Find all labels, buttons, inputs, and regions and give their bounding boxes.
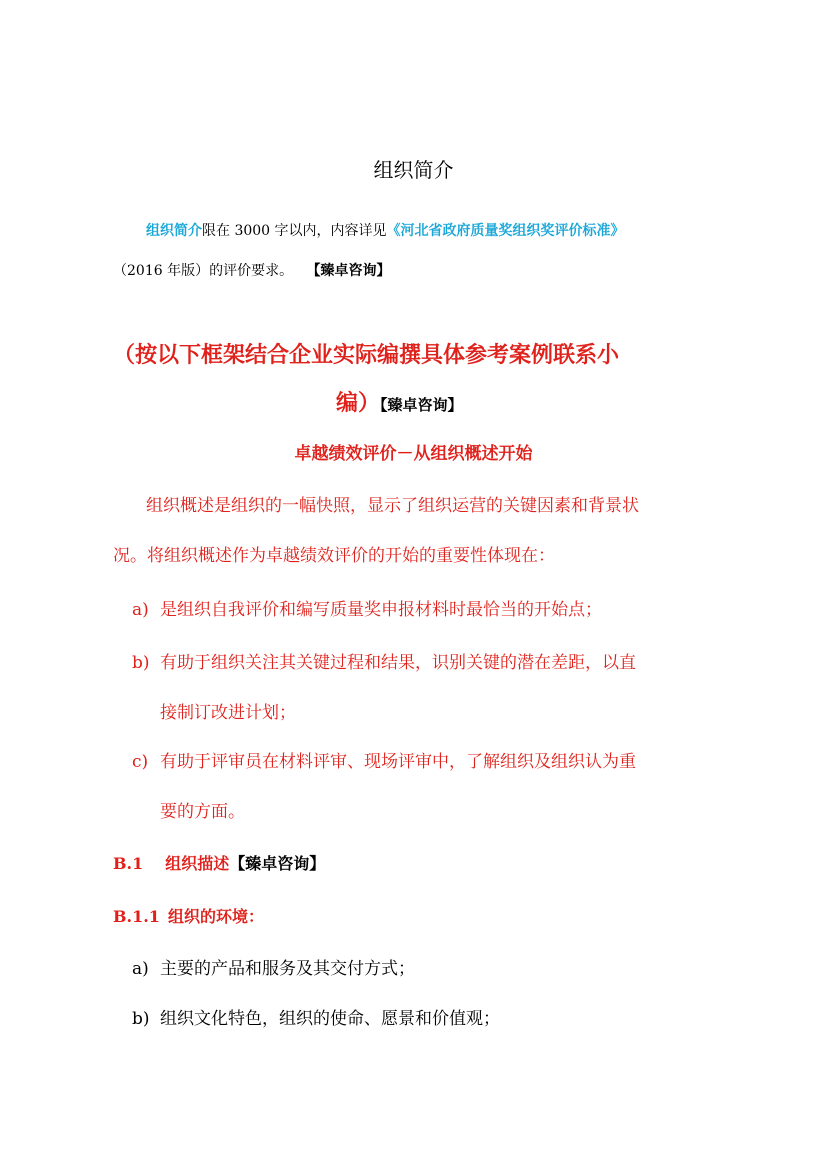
main-heading-line-2 bbox=[336, 388, 463, 421]
list-item bbox=[132, 957, 415, 981]
main-heading-tag: 【臻卓咨询】 bbox=[380, 396, 463, 414]
page-title: 组织简介 bbox=[373, 158, 454, 182]
list-item-label: c) bbox=[132, 752, 149, 772]
section-b1-number: B.1 bbox=[113, 854, 144, 873]
list-item-text: 是组织自我评价和编写质量奖申报材料时最恰当的开始点； bbox=[160, 600, 602, 620]
intro-line-1 bbox=[146, 221, 625, 241]
intro-link-org-profile[interactable]: 组织简介 bbox=[146, 223, 202, 239]
list-item-text: 组织文化特色，组织的使命、愿景和价值观； bbox=[160, 1009, 500, 1029]
list-item-continuation: 要的方面。 bbox=[160, 802, 245, 822]
section-b1-title: 组织描述 bbox=[165, 854, 230, 873]
list-item bbox=[132, 651, 636, 675]
list-item-label: a) bbox=[132, 959, 149, 979]
section-b1-tag: 【臻卓咨询】 bbox=[229, 854, 326, 873]
list-item-label: b) bbox=[132, 1009, 150, 1029]
section-b11 bbox=[113, 905, 264, 929]
intro-tag: 【臻卓咨询】 bbox=[306, 263, 391, 279]
list-item bbox=[132, 1007, 500, 1031]
intro-text-1: 限在 3000 字以内，内容详见 bbox=[202, 223, 387, 239]
list-item bbox=[132, 598, 602, 622]
section-b1 bbox=[113, 852, 325, 876]
list-item-label: b) bbox=[132, 653, 150, 673]
paragraph-line-2: 况。将组织概述作为卓越绩效评价的开始的重要性体现在： bbox=[113, 546, 555, 566]
list-item-label: a) bbox=[132, 600, 149, 620]
list-item bbox=[132, 750, 636, 774]
list-item-text: 有助于组织关注其关键过程和结果，识别关键的潜在差距，以直 bbox=[160, 653, 636, 673]
list-item-text: 主要的产品和服务及其交付方式； bbox=[160, 959, 415, 979]
subheading: 卓越绩效评价－从组织概述开始 bbox=[294, 444, 533, 464]
list-item-continuation: 接制订改进计划； bbox=[160, 703, 296, 723]
intro-line-2 bbox=[113, 261, 390, 281]
section-b11-number: B.1.1 bbox=[113, 907, 160, 926]
main-heading-text-2: 编） bbox=[336, 391, 381, 416]
main-heading-line-1: （按以下框架结合企业实际编撰具体参考案例联系小 bbox=[113, 343, 620, 368]
section-b11-title: 组织的环境： bbox=[167, 907, 264, 926]
paragraph-line-1: 组织概述是组织的一幅快照，显示了组织运营的关键因素和背景状 bbox=[146, 496, 639, 516]
intro-text-2: （2016 年版）的评价要求。 bbox=[113, 263, 294, 279]
list-item-text: 有助于评审员在材料评审、现场评审中，了解组织及组织认为重 bbox=[160, 752, 636, 772]
intro-link-standard[interactable]: 《河北省政府质量奖组织奖评价标准》 bbox=[386, 223, 625, 239]
